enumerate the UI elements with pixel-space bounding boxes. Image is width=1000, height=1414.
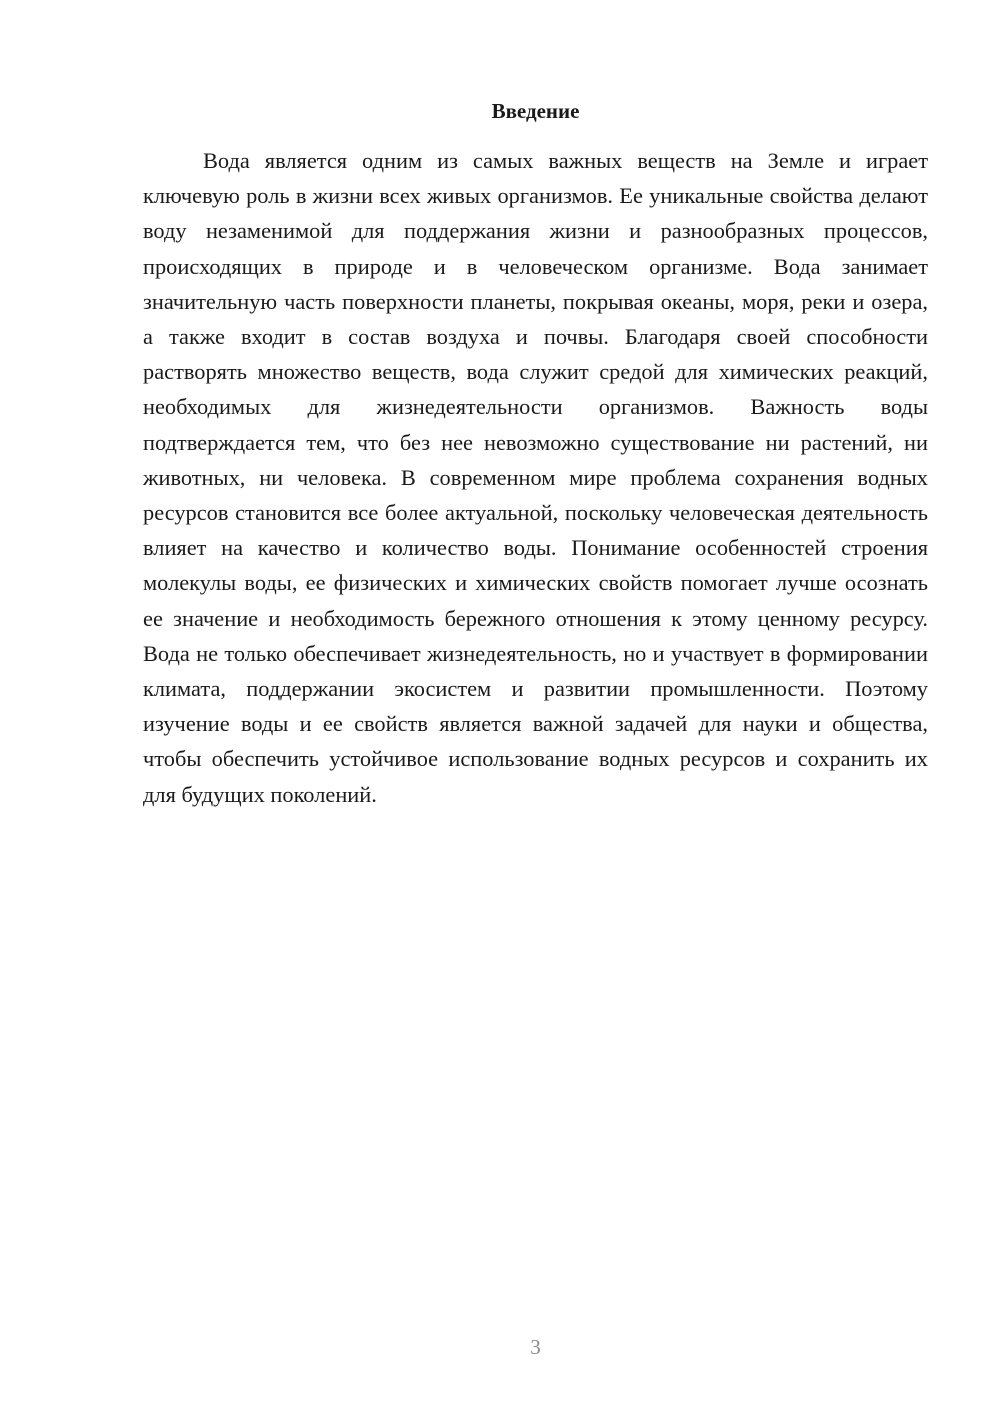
section-heading: Введение <box>491 99 580 123</box>
page-number: 3 <box>530 1335 541 1359</box>
body-paragraph: Вода является одним из самых важных веществ на Земле и играет ключевую роль в жизни всех живых организмов. Ее уникальные свойства делают воду незаменимой для поддержания жизни и разнообразных процессов, происходящих в природе и в человеческом организме. Вода занимает значительную часть поверхности планеты, покрывая океаны, моря, реки и озера, а также входит в состав воздуха и почвы. Благодаря своей способности растворять множество веществ, вода служит средой для химических реакций, необходимых для жизнедеятельности организмов. Важность воды подтверждается тем, что без нее невозможно существование ни растений, ни животных, ни человека. В современном мире проблема сохранения водных ресурсов становится все более актуальной, поскольку человеческая деятельность влияет на качество и количество воды. Понимание особенностей строения молекулы воды, ее физических и химических свойств помогает лучше осознать ее значение и необходимость бережного отношения к этому ценному ресурсу. Вода не только обеспечивает жизнедеятельность, но и участвует в формировании климата, поддержании экосистем и развитии промышленности. Поэтому изучение воды и ее свойств является важной задачей для науки и общества, чтобы обеспечить устойчивое использование водных ресурсов и сохранить их для будущих поколений. <box>143 148 928 807</box>
